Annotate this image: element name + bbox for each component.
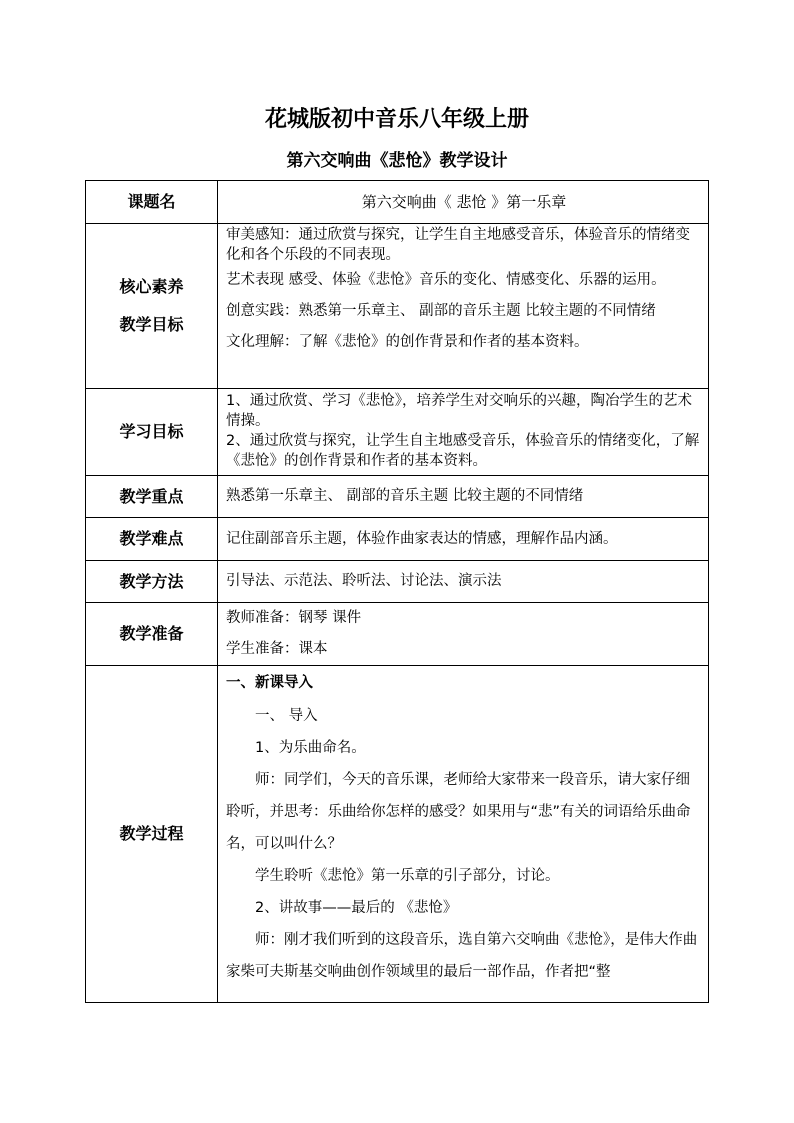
process-step-1: 1、为乐曲命名。 bbox=[255, 740, 366, 756]
key-points-value: 熟悉第一乐章主、 副部的音乐主题 比较主题的不同情绪 bbox=[218, 476, 709, 518]
table-row-difficulties bbox=[86, 518, 709, 561]
document-title: 花城版初中音乐八年级上册 bbox=[264, 106, 529, 132]
core-label-line2: 教学目标 bbox=[119, 315, 184, 334]
core-item-aesthetic: 审美感知：通过欣赏与探究，让学生自主地感受音乐，体验音乐的情绪变化和各个乐段的不同表现。 bbox=[226, 227, 690, 263]
process-step-2: 2、讲故事——最后的 《悲怆》 bbox=[255, 900, 458, 916]
topic-value: 第六交响曲《 悲怆 》第一乐章 bbox=[218, 181, 709, 224]
process-paragraph-2: 学生聆听《悲怆》第一乐章的引子部分，讨论。 bbox=[255, 868, 560, 884]
document-subtitle: 第六交响曲《悲怆》教学设计 bbox=[286, 151, 508, 171]
process-paragraph-3: 师：刚才我们听到的这段音乐，选自第六交响曲《悲怆》，是伟大作曲家柴可夫斯基交响曲创作领域里的最后一部作品，作者把“整 bbox=[226, 932, 698, 980]
table-row-learning-goals bbox=[86, 389, 709, 476]
table-row-topic bbox=[86, 181, 709, 224]
process-section-heading: 一、新课导入 bbox=[226, 675, 313, 691]
row-label-methods: 教学方法 bbox=[86, 561, 218, 603]
process-content bbox=[218, 666, 709, 1003]
row-label-difficulties: 教学难点 bbox=[86, 518, 218, 561]
learning-goals-content bbox=[218, 389, 709, 476]
row-label-process: 教学过程 bbox=[86, 666, 218, 1003]
table-row-core-literacy bbox=[86, 224, 709, 389]
lesson-plan-table bbox=[85, 180, 709, 1003]
teacher-preparation: 教师准备：钢琴 课件 bbox=[226, 610, 362, 626]
table-row-methods bbox=[86, 561, 709, 603]
row-label-topic: 课题名 bbox=[86, 181, 218, 224]
row-label-learning-goals: 学习目标 bbox=[86, 389, 218, 476]
difficulties-value: 记住副部音乐主题，体验作曲家表达的情感，理解作品内涵。 bbox=[218, 518, 709, 561]
methods-value: 引导法、示范法、聆听法、讨论法、演示法 bbox=[218, 561, 709, 603]
table-row-process bbox=[86, 666, 709, 1003]
row-label-preparation: 教学准备 bbox=[86, 603, 218, 666]
core-label-line1: 核心素养 bbox=[119, 277, 184, 296]
learning-goal-1: 1、通过欣赏、学习《悲怆》，培养学生对交响乐的兴趣，陶冶学生的艺术情操。 bbox=[226, 393, 692, 429]
table-row-key-points bbox=[86, 476, 709, 518]
process-paragraph-1: 师：同学们，今天的音乐课，老师给大家带来一段音乐，请大家仔细聆听，并思考：乐曲给你怎样的感受？如果用与“悲”有关的词语给乐曲命名，可以叫什么？ bbox=[226, 772, 691, 852]
row-label-key-points: 教学重点 bbox=[86, 476, 218, 518]
core-item-expression: 艺术表现 感受、体验《悲怆》音乐的变化、情感变化、乐器的运用。 bbox=[226, 272, 666, 288]
learning-goal-2: 2、通过欣赏与探究，让学生自主地感受音乐，体验音乐的情绪变化，了解《悲怆》的创作背景和作者的基本资料。 bbox=[226, 433, 700, 469]
row-label-core-literacy bbox=[86, 224, 218, 389]
preparation-content bbox=[218, 603, 709, 666]
core-literacy-content bbox=[218, 224, 709, 389]
student-preparation: 学生准备：课本 bbox=[226, 641, 328, 657]
process-sub-heading: 一、 导入 bbox=[255, 708, 318, 724]
table-row-preparation bbox=[86, 603, 709, 666]
core-item-culture: 文化理解：了解《悲怆》的创作背景和作者的基本资料。 bbox=[226, 334, 589, 350]
core-item-practice: 创意实践：熟悉第一乐章主、 副部的音乐主题 比较主题的不同情绪 bbox=[226, 303, 656, 319]
